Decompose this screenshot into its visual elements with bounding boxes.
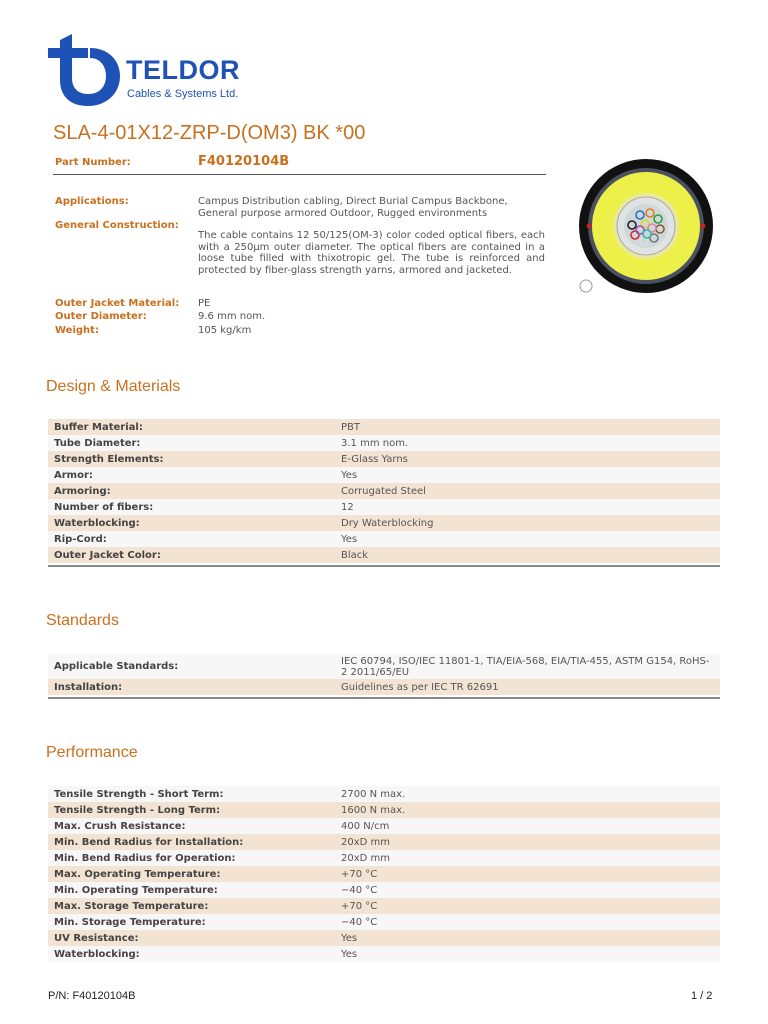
page-number: 1 / 2 bbox=[691, 990, 713, 1002]
row-key: Outer Jacket Color: bbox=[48, 547, 335, 563]
table-row bbox=[48, 451, 720, 467]
construction-label: General Construction: bbox=[55, 220, 179, 231]
section-title-performance: Performance bbox=[46, 744, 138, 761]
row-key: Waterblocking: bbox=[48, 515, 335, 531]
applications-value: Campus Distribution cabling, Direct Burial Campus Backbone, General purpose armored Outdoor, Rugged environments bbox=[198, 196, 508, 219]
title-divider bbox=[53, 174, 546, 175]
applications-label: Applications: bbox=[55, 196, 129, 207]
row-value: Yes bbox=[335, 467, 720, 483]
page-title: SLA-4-01X12-ZRP-D(OM3) BK *00 bbox=[53, 122, 366, 144]
cable-cross-section-image bbox=[574, 158, 714, 298]
outer-diameter-label: Outer Diameter: bbox=[55, 311, 147, 322]
row-value: 2700 N max. bbox=[335, 786, 720, 802]
row-value: Yes bbox=[335, 930, 720, 946]
row-key: Min. Bend Radius for Operation: bbox=[48, 850, 335, 866]
table-divider bbox=[48, 697, 720, 699]
row-value: Yes bbox=[335, 531, 720, 547]
table-row bbox=[48, 467, 720, 483]
table-row bbox=[48, 866, 720, 882]
row-key: Tube Diameter: bbox=[48, 435, 335, 451]
table-divider bbox=[48, 565, 720, 567]
row-value: 3.1 mm nom. bbox=[335, 435, 720, 451]
table-row bbox=[48, 914, 720, 930]
part-number-label: Part Number: bbox=[55, 157, 131, 168]
row-value: 12 bbox=[335, 499, 720, 515]
row-value: +70 °C bbox=[335, 898, 720, 914]
row-value: IEC 60794, ISO/IEC 11801-1, TIA/EIA-568, EIA/TIA-455, ASTM G154, RoHS-2 2011/65/EU bbox=[335, 654, 720, 679]
table-row bbox=[48, 882, 720, 898]
row-key: Tensile Strength - Long Term: bbox=[48, 802, 335, 818]
table-row bbox=[48, 547, 720, 563]
row-key: Armor: bbox=[48, 467, 335, 483]
standards-table bbox=[48, 654, 720, 695]
logo-subtitle: Cables & Systems Ltd. bbox=[127, 88, 239, 100]
design-table bbox=[48, 419, 720, 563]
weight-value: 105 kg/km bbox=[198, 325, 252, 336]
table-row bbox=[48, 654, 720, 679]
row-value: Black bbox=[335, 547, 720, 563]
row-key: Applicable Standards: bbox=[48, 654, 335, 679]
table-row bbox=[48, 435, 720, 451]
row-key: Rip-Cord: bbox=[48, 531, 335, 547]
table-row bbox=[48, 531, 720, 547]
table-row bbox=[48, 802, 720, 818]
row-value: −40 °C bbox=[335, 914, 720, 930]
row-value: Guidelines as per IEC TR 62691 bbox=[335, 679, 720, 695]
row-value: 400 N/cm bbox=[335, 818, 720, 834]
row-value: Dry Waterblocking bbox=[335, 515, 720, 531]
row-key: Tensile Strength - Short Term: bbox=[48, 786, 335, 802]
table-row bbox=[48, 786, 720, 802]
row-value: +70 °C bbox=[335, 866, 720, 882]
row-key: Number of fibers: bbox=[48, 499, 335, 515]
row-key: Strength Elements: bbox=[48, 451, 335, 467]
row-key: Buffer Material: bbox=[48, 419, 335, 435]
construction-value: The cable contains 12 50/125(OM-3) color coded optical fibers, each with a 250µm outer diameter. The optical fibers are contained in a loose tube filled with thixotropic gel. The tube is reinforced and protected by fiber-glass strength yarns, armored and jacketed. bbox=[198, 230, 545, 276]
table-row bbox=[48, 850, 720, 866]
section-title-standards: Standards bbox=[46, 612, 119, 629]
row-key: Installation: bbox=[48, 679, 335, 695]
section-title-design: Design & Materials bbox=[46, 378, 181, 395]
table-row bbox=[48, 483, 720, 499]
row-value: −40 °C bbox=[335, 882, 720, 898]
row-value: E-Glass Yarns bbox=[335, 451, 720, 467]
row-value: Corrugated Steel bbox=[335, 483, 720, 499]
table-row bbox=[48, 499, 720, 515]
table-row bbox=[48, 898, 720, 914]
row-value: Yes bbox=[335, 946, 720, 962]
row-key: Waterblocking: bbox=[48, 946, 335, 962]
table-row bbox=[48, 515, 720, 531]
row-key: Max. Operating Temperature: bbox=[48, 866, 335, 882]
footer-part-number: P/N: F40120104B bbox=[48, 990, 136, 1002]
row-key: Min. Storage Temperature: bbox=[48, 914, 335, 930]
row-key: Armoring: bbox=[48, 483, 335, 499]
row-key: UV Resistance: bbox=[48, 930, 335, 946]
logo-name: TELDOR bbox=[126, 55, 240, 85]
jacket-material-value: PE bbox=[198, 298, 211, 309]
outer-diameter-value: 9.6 mm nom. bbox=[198, 311, 266, 322]
jacket-material-label: Outer Jacket Material: bbox=[55, 298, 180, 309]
table-row bbox=[48, 679, 720, 695]
row-value: 1600 N max. bbox=[335, 802, 720, 818]
row-value: 20xD mm bbox=[335, 850, 720, 866]
weight-label: Weight: bbox=[55, 325, 99, 336]
row-key: Max. Crush Resistance: bbox=[48, 818, 335, 834]
row-key: Max. Storage Temperature: bbox=[48, 898, 335, 914]
performance-table bbox=[48, 786, 720, 962]
table-row bbox=[48, 946, 720, 962]
row-key: Min. Bend Radius for Installation: bbox=[48, 834, 335, 850]
table-row bbox=[48, 419, 720, 435]
table-row bbox=[48, 930, 720, 946]
table-row bbox=[48, 818, 720, 834]
row-value: PBT bbox=[335, 419, 720, 435]
row-key: Min. Operating Temperature: bbox=[48, 882, 335, 898]
part-number-value: F40120104B bbox=[198, 154, 290, 169]
table-row bbox=[48, 834, 720, 850]
row-value: 20xD mm bbox=[335, 834, 720, 850]
